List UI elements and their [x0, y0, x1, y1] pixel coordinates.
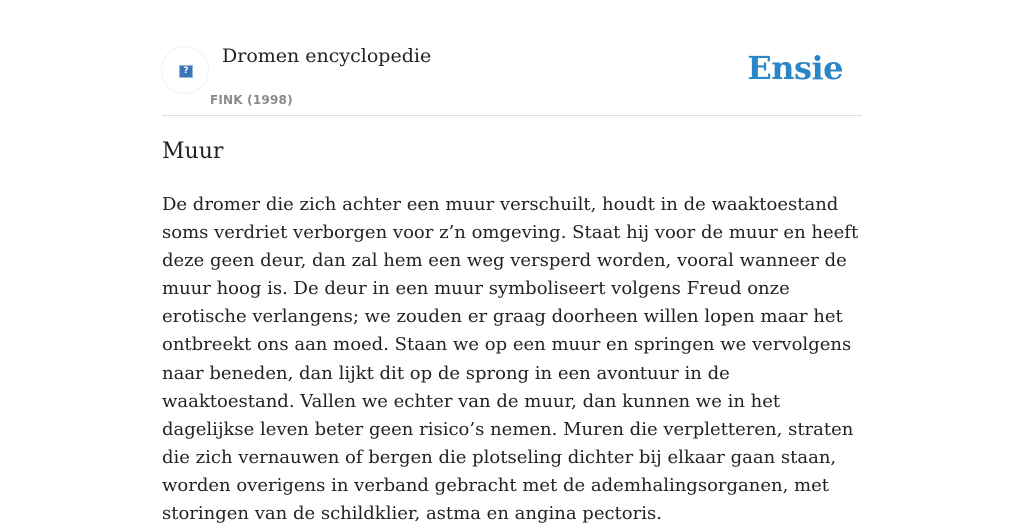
- source-subtitle: FINK (1998): [210, 93, 293, 107]
- brand-logo[interactable]: Ensie: [747, 49, 843, 87]
- entry-title: Muur: [162, 139, 224, 164]
- source-header: [162, 0, 862, 116]
- question-mark-icon: ?: [179, 65, 193, 78]
- source-title[interactable]: Dromen encyclopedie: [222, 45, 432, 67]
- entry-card: [162, 0, 862, 525]
- entry-body: De dromer die zich achter een muur verschuilt, houdt in de waaktoestand soms verdriet verborgen voor z’n omgeving. Staat hij voor de muur en heeft deze geen deur, dan zal hem een weg versperd worden, vooral wanneer de muur hoog is. De deur in een muur symboliseert volgens Freud onze erotische verlangens; we zouden er graag doorheen willen lopen maar het ontbreekt ons aan moed. Staan we op een muur en springen we vervolgens naar beneden, dan lijkt dit op de sprong in een avontuur in de waaktoestand. Vallen we echter van de muur, dan kunnen we in het dagelijkse leven beter geen risico’s nemen. Muren die verpletteren, straten die zich vernauwen of bergen die plotseling dichter bij elkaar gaan staan, worden overigens in verband gebracht met de ademhalingsorganen, met storingen van de schildklier, astma en angina pectoris.: [162, 194, 859, 525]
- source-thumbnail[interactable]: [162, 47, 208, 93]
